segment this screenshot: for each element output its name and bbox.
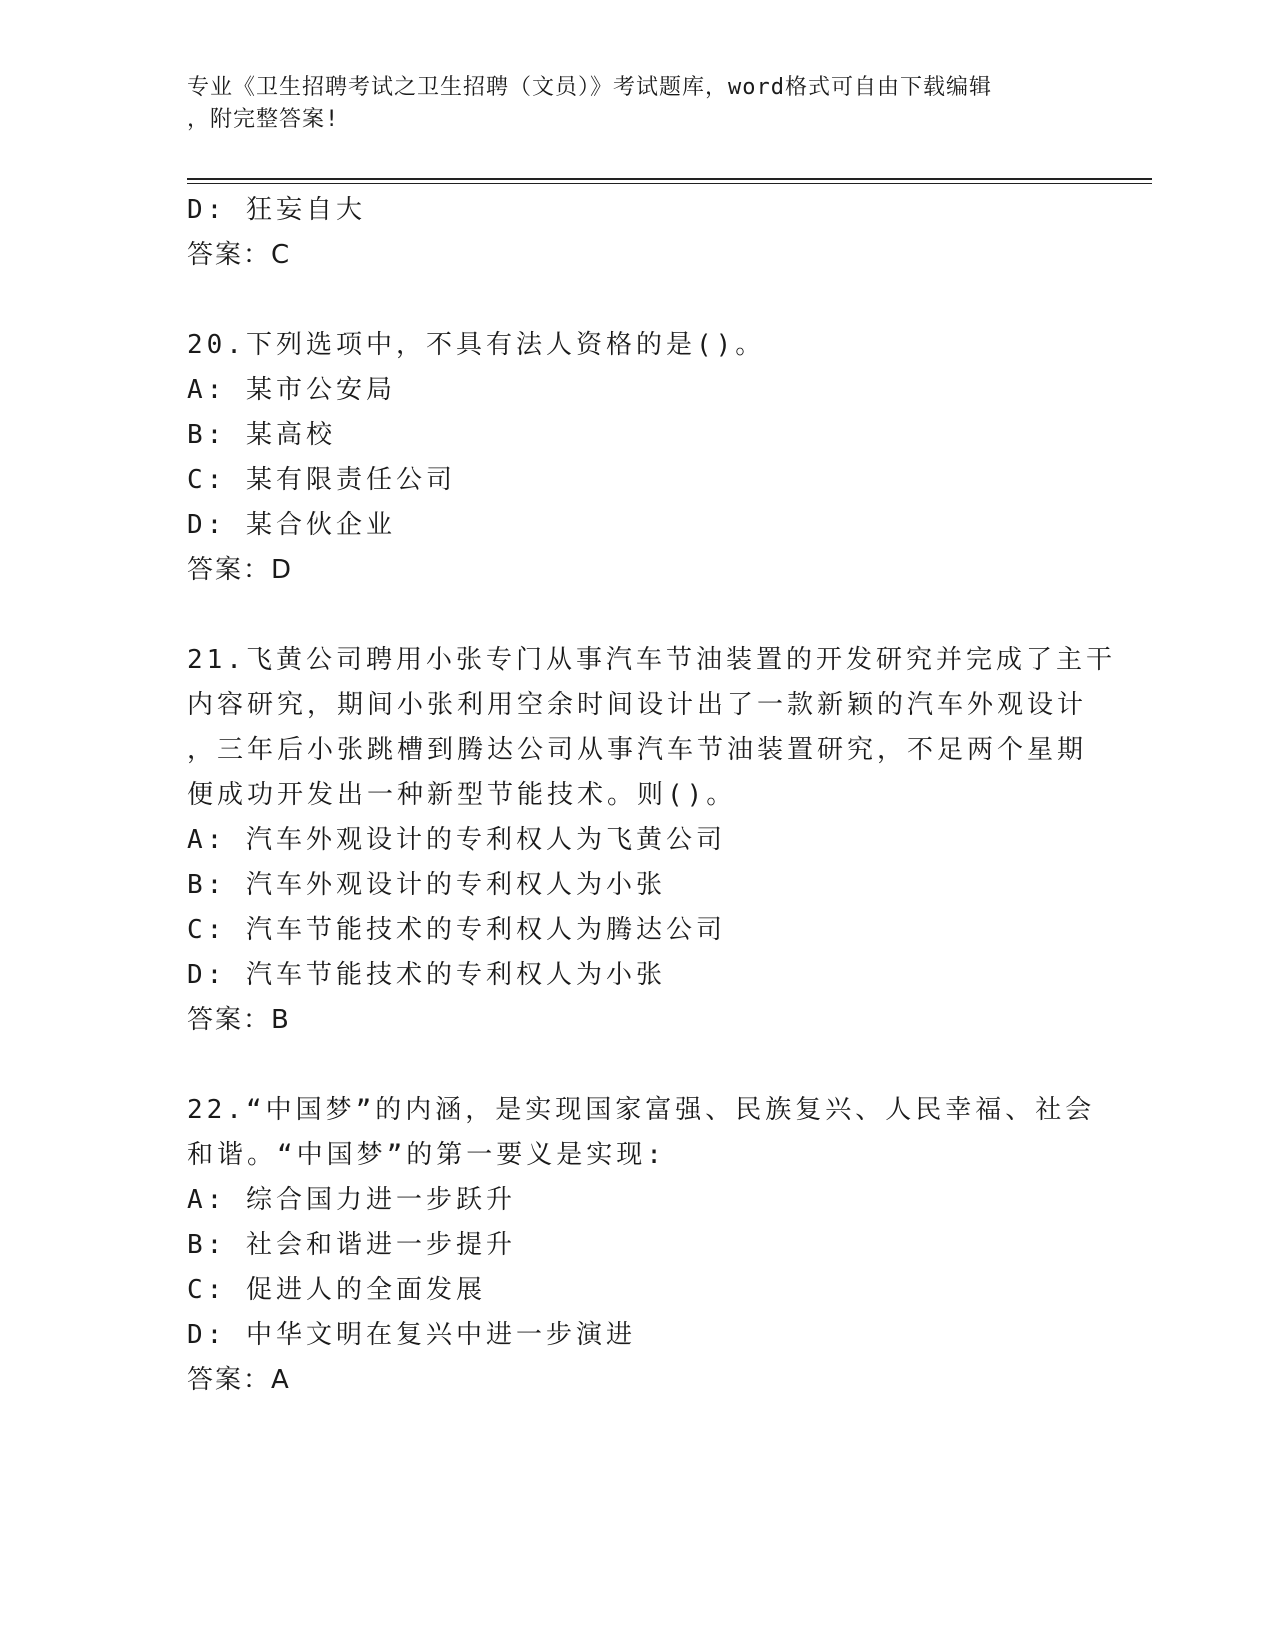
q21-option-c: C: 汽车节能技术的专利权人为腾达公司 [187,915,726,945]
q21-stem-line-1: 21.飞黄公司聘用小张专门从事汽车节油装置的开发研究并完成了主干 [187,645,1116,675]
q22-stem-line-2: 和谐。“中国梦”的第一要义是实现: [187,1140,666,1170]
q21-stem-line-2: 内容研究，期间小张利用空余时间设计出了一款新颖的汽车外观设计 [187,690,1088,720]
q20-stem: 20.下列选项中，不具有法人资格的是()。 [187,330,766,360]
q20-answer: 答案：D [187,555,294,585]
header-divider-thin [187,183,1152,184]
q21-option-a: A: 汽车外观设计的专利权人为飞黄公司 [187,825,726,855]
q21-option-d: D: 汽车节能技术的专利权人为小张 [187,960,666,990]
q22-option-d: D: 中华文明在复兴中进一步演进 [187,1320,636,1350]
q20-option-a: A: 某市公安局 [187,375,396,405]
header-divider [187,178,1152,180]
q22-option-b: B: 社会和谐进一步提升 [187,1230,516,1260]
prev-answer: 答案：C [187,240,292,270]
q21-stem-line-4: 便成功开发出一种新型节能技术。则()。 [187,780,737,810]
header-line-1: 专业《卫生招聘考试之卫生招聘（文员）》考试题库，word格式可自由下载编辑 [187,75,992,100]
q21-answer: 答案：B [187,1005,291,1035]
header-line-2: ，附完整答案! [187,107,340,132]
q22-option-c: C: 促进人的全面发展 [187,1275,486,1305]
q20-option-d: D: 某合伙企业 [187,510,396,540]
q22-option-a: A: 综合国力进一步跃升 [187,1185,516,1215]
q20-option-b: B: 某高校 [187,420,336,450]
q22-stem-line-1: 22.“中国梦”的内涵，是实现国家富强、民族复兴、人民幸福、社会 [187,1095,1096,1125]
page-header [187,72,1067,136]
q22-answer: 答案：A [187,1365,291,1395]
q20-option-c: C: 某有限责任公司 [187,465,456,495]
q21-option-b: B: 汽车外观设计的专利权人为小张 [187,870,666,900]
prev-option-d: D: 狂妄自大 [187,195,366,225]
q21-stem-line-3: ，三年后小张跳槽到腾达公司从事汽车节油装置研究，不足两个星期 [187,735,1088,765]
